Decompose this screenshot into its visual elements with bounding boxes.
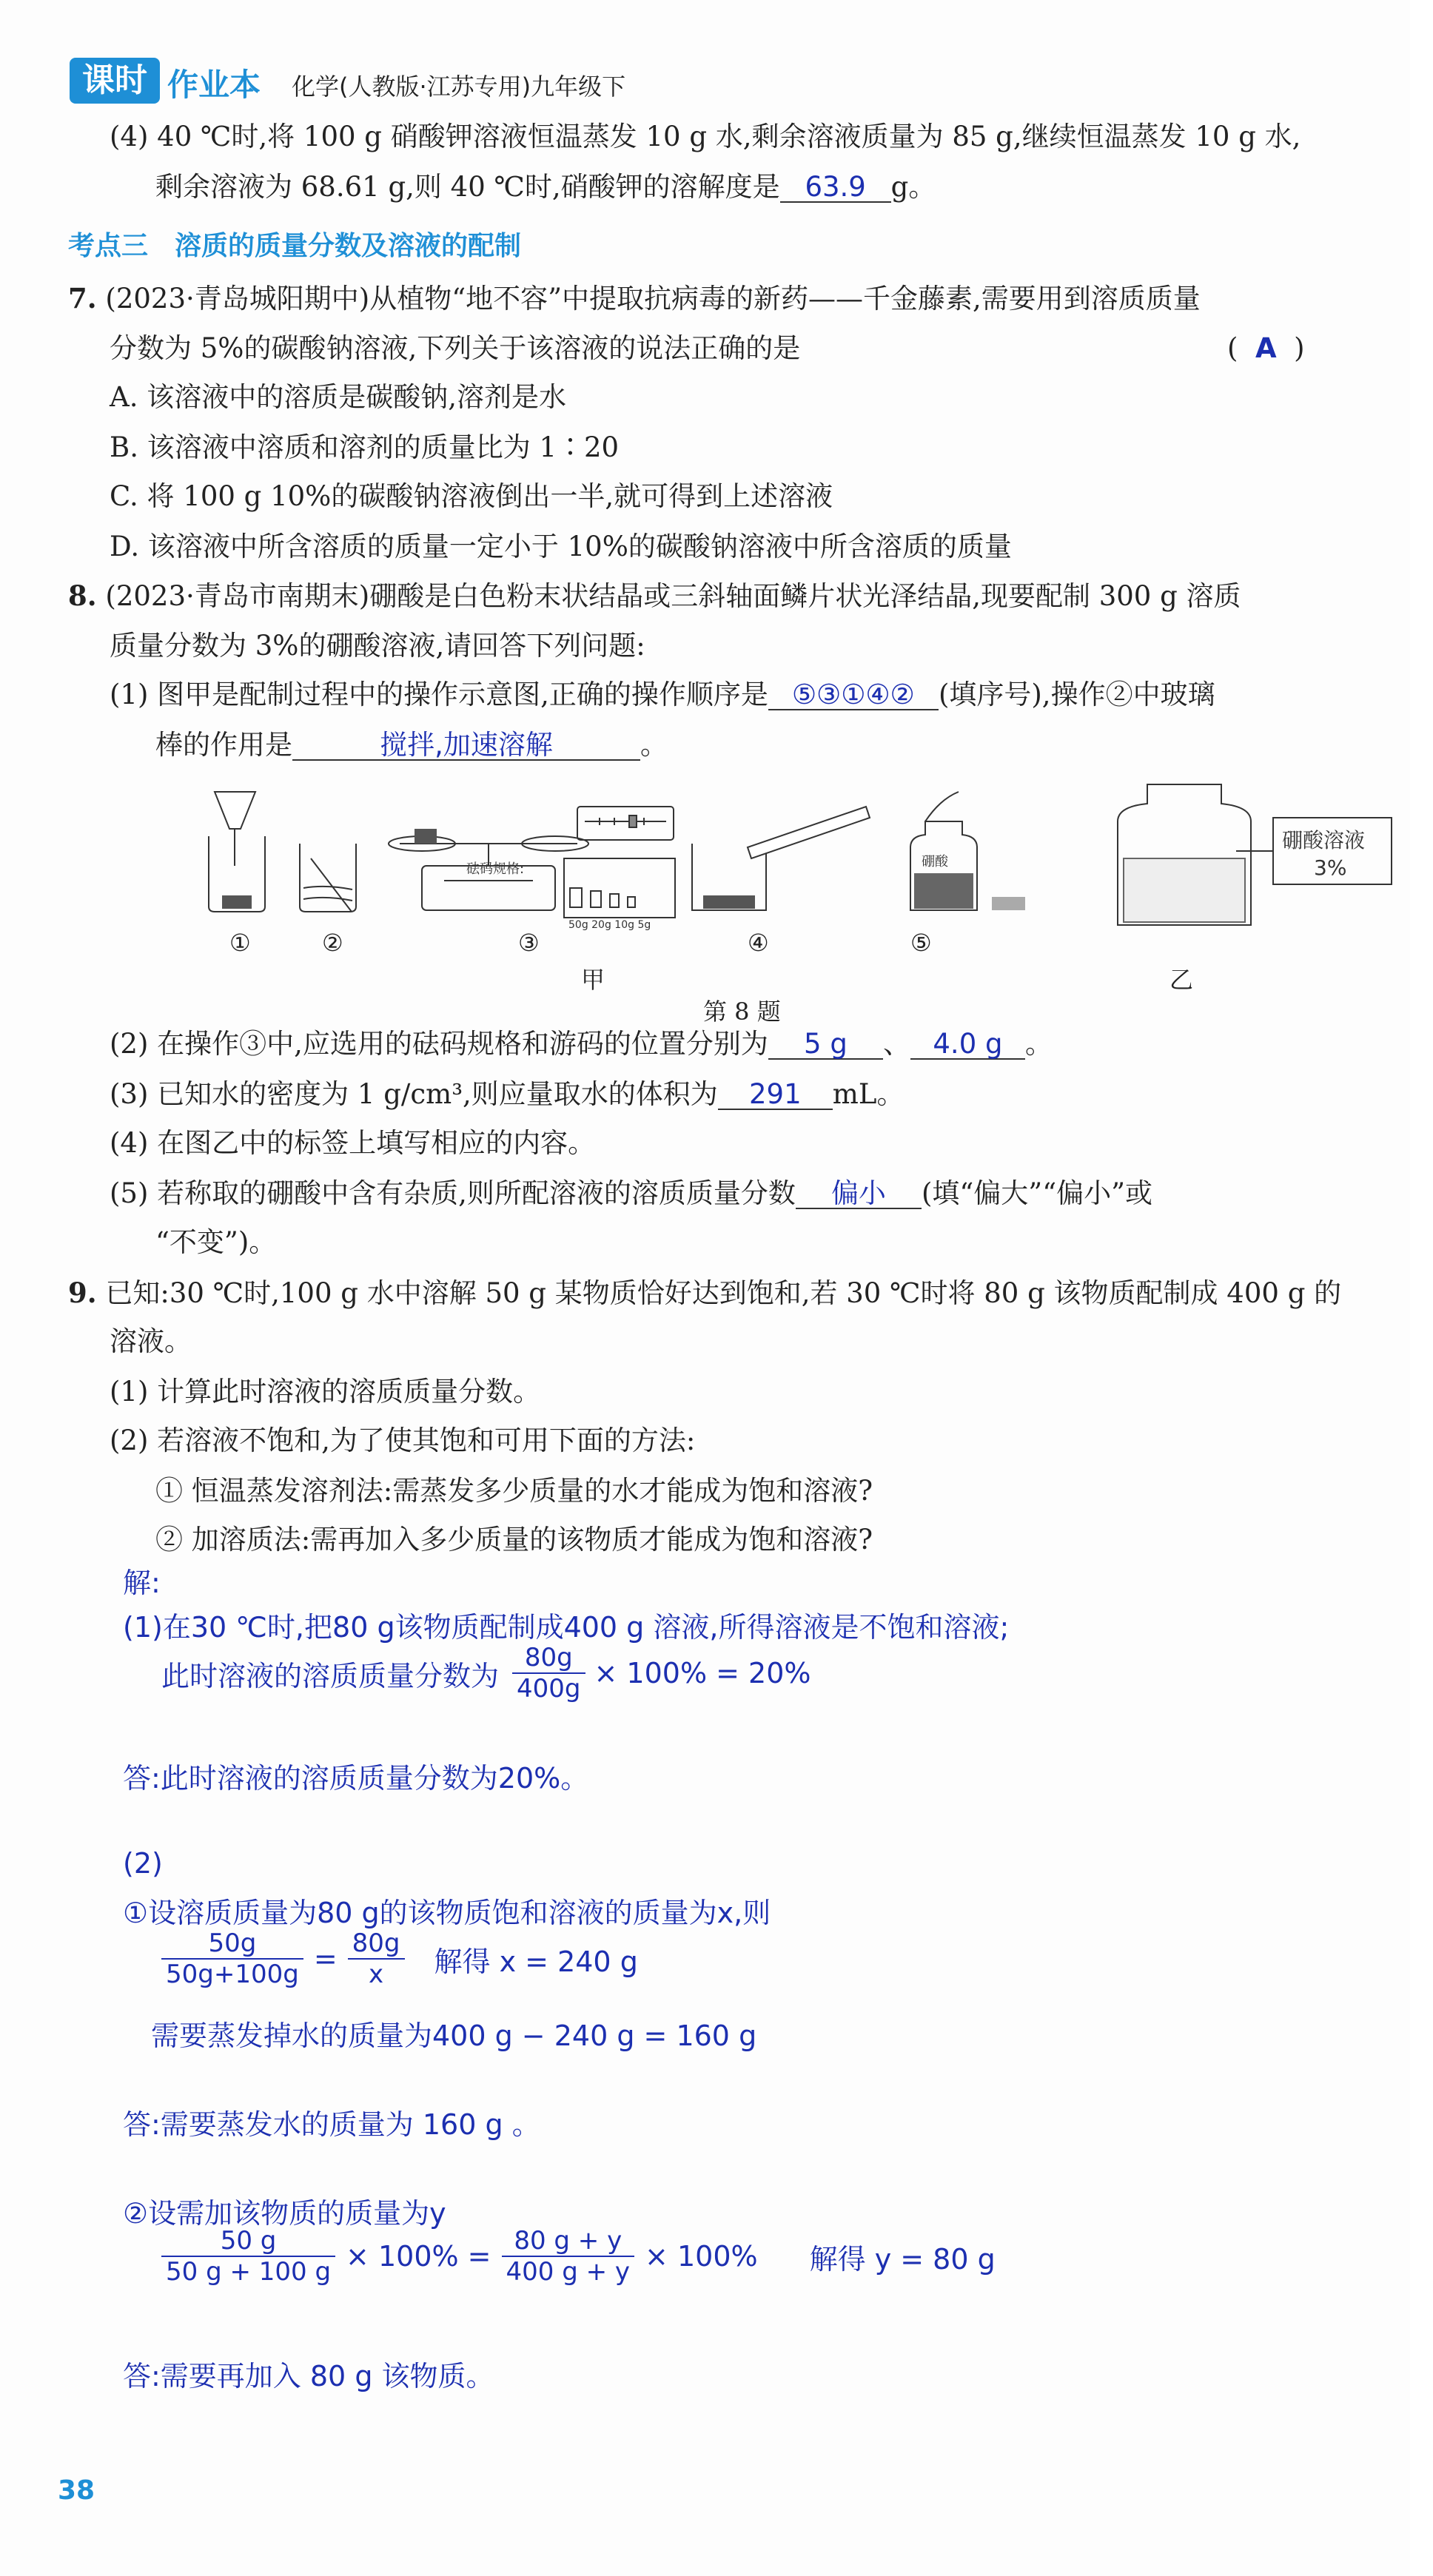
solution-part1: (1)在30 ℃时,把80 g该物质配制成400 g 溶液,所得溶液是不饱和溶液; <box>123 1611 1010 1644</box>
q8-p2-answer-weight: 5 g <box>804 1028 848 1060</box>
solution-part2-setup: ①设溶质质量为80 g的该物质饱和溶液的质量为x,则 <box>123 1897 771 1929</box>
fraction-80-400: $\frac{80g}{400g}$ <box>512 1643 585 1704</box>
q8-figure <box>200 777 1366 999</box>
solution-start: 解: <box>123 1567 161 1599</box>
fig-label-4: ④ <box>748 929 769 957</box>
fig-label-1: ① <box>229 929 251 957</box>
q8-p2-blank2 <box>910 1026 1025 1060</box>
solution-part3-setup: ②设需加该物质的质量为y <box>123 2197 446 2230</box>
solution-part2-label: (2) <box>123 1847 163 1880</box>
q9-number: 9. <box>68 1277 97 1309</box>
q8-p1-answer-order: ⑤③①④② <box>792 679 915 710</box>
page-number: 38 <box>58 2475 95 2506</box>
fraction-50-150b: $\frac{50 g}{50 g + 100 g}$ <box>161 2226 335 2287</box>
q8-p2-answer-rider: 4.0 g <box>933 1028 1003 1060</box>
fig-label-yi: 乙 <box>1169 966 1194 994</box>
q8-line2: 质量分数为 3%的硼酸溶液,请回答下列问题: <box>110 630 645 662</box>
weight-spec-title: 砝码规格: <box>466 861 525 877</box>
bottle-label: 硼酸 <box>922 854 948 870</box>
fig-label-3: ③ <box>518 929 540 957</box>
weight-spec-values: 50g 20g 10g 5g <box>568 919 651 931</box>
q6-part4-unit: g。 <box>890 171 936 203</box>
q6-answer-blank <box>780 169 891 203</box>
q8-p5-blank <box>796 1175 922 1209</box>
q7-answer-bracket: ( A ) <box>1227 332 1305 364</box>
fraction-80-x: $\frac{80g}{x}$ <box>348 1928 405 1989</box>
fraction-80y-400y: $\frac{80 g + y}{400 g + y}$ <box>502 2226 635 2287</box>
measuring-cylinder <box>748 807 870 858</box>
q8-p1-blank1 <box>768 676 939 710</box>
q8-number: 8. <box>68 579 97 612</box>
q6-answer: 63.9 <box>805 171 866 203</box>
q9-method1: ① 恒温蒸发溶剂法:需蒸发多少质量的水才能成为饱和溶液? <box>155 1475 873 1507</box>
q8-p3-blank <box>718 1076 833 1110</box>
solution-answer2: 答:需要蒸发水的质量为 160 g 。 <box>123 2108 540 2141</box>
q8-part1-line1: (1) 图甲是配制过程中的操作示意图,正确的操作顺序是 ⑤③①④② (填序号),操作②中玻璃 <box>110 676 1215 713</box>
q9-line2: 溶液。 <box>110 1325 192 1357</box>
q9-method2: ② 加溶质法:需再加入多少质量的该物质才能成为饱和溶液? <box>155 1524 873 1556</box>
q6-part4-text: 剩余溶液为 68.61 g,则 40 ℃时,硝酸钾的溶解度是 <box>155 171 780 203</box>
fig-label-jia: 甲 <box>581 966 605 994</box>
q9-stem-1: 已知:30 ℃时,100 g 水中溶解 50 g 某物质恰好达到饱和,若 30 ℃时将 80 g 该物质配制成 400 g 的 <box>105 1277 1342 1309</box>
q7-number: 7. <box>68 282 97 315</box>
q8-stem-1: (2023·青岛市南期末)硼酸是白色粉末状结晶或三斜轴面鳞片状光泽结晶,现要配制 300 g 溶质 <box>105 580 1241 612</box>
q8-p5-answer: 偏小 <box>830 1177 886 1209</box>
solution-part2-equation: $\frac{50g}{50g+100g}$ = $\frac{80g}{x}$ 解得 x = 240 g <box>161 1928 638 1989</box>
yi-label-line2: 3% <box>1314 855 1347 880</box>
beaker-2 <box>300 844 356 912</box>
q6-part4-line1: (4) 40 ℃时,将 100 g 硝酸钾溶液恒温蒸发 10 g 水,剩余溶液质量为 85 g,继续恒温蒸发 10 g 水, <box>110 121 1301 152</box>
section-title: 考点三 溶质的质量分数及溶液的配制 <box>68 231 522 261</box>
q7-option-b: B. 该溶液中溶质和溶剂的质量比为 1∶20 <box>110 431 620 463</box>
brand-logo: 课时 <box>70 58 160 104</box>
q7-line2: 分数为 5%的碳酸钠溶液,下列关于该溶液的说法正确的是 <box>110 332 801 364</box>
fig-label-5: ⑤ <box>910 929 932 957</box>
fraction-50-150: $\frac{50g}{50g+100g}$ <box>161 1928 303 1989</box>
solution-part1-formula: 此时溶液的溶质质量分数为 $\frac{80g}{400g}$ × 100% = 20% <box>161 1643 811 1704</box>
q9-line1 <box>68 1274 1341 1312</box>
q8-part1-line2: 棒的作用是 搅拌,加速溶解 。 <box>155 727 668 764</box>
q7-stem-1: (2023·青岛城阳期中)从植物“地不容”中提取抗病毒的新药——千金藤素,需要用到溶质质量 <box>105 283 1201 315</box>
q8-part5-line2: “不变”)。 <box>155 1226 277 1258</box>
q7-option-a: A. 该溶液中的溶质是碳酸钠,溶剂是水 <box>110 381 567 413</box>
q7-line1 <box>68 280 1201 317</box>
q8-part5: (5) 若称取的硼酸中含有杂质,则所配溶液的溶质质量分数 偏小 (填“偏大”“偏小”或 <box>110 1175 1152 1212</box>
q8-part4: (4) 在图乙中的标签上填写相应的内容。 <box>110 1127 596 1159</box>
fig-label-2: ② <box>322 929 343 957</box>
paper-funnel <box>215 792 255 829</box>
book-title: 作业本 <box>167 67 261 103</box>
q6-part4-line2 <box>155 169 936 206</box>
q8-p1-answer-role: 搅拌,加速溶解 <box>380 729 553 761</box>
q7-option-c: C. 将 100 g 10%的碳酸钠溶液倒出一半,就可得到上述溶液 <box>110 480 833 512</box>
yi-label-line1: 硼酸溶液 <box>1282 828 1366 852</box>
q9-part2: (2) 若溶液不饱和,为了使其饱和可用下面的方法: <box>110 1425 696 1456</box>
figure-caption: 第 8 题 <box>703 998 781 1026</box>
solution-answer1: 答:此时溶液的溶质质量分数为20%。 <box>123 1762 589 1795</box>
q8-p2-blank1 <box>768 1026 883 1060</box>
q8-part2: (2) 在操作③中,应选用的砝码规格和游码的位置分别为 5 g 、 4.0 g 。 <box>110 1026 1053 1063</box>
q9-part1: (1) 计算此时溶液的溶质质量分数。 <box>110 1376 541 1408</box>
book-subtitle: 化学(人教版·江苏专用)九年级下 <box>292 73 626 101</box>
q7-answer: A <box>1255 332 1277 364</box>
q8-part3: (3) 已知水的密度为 1 g/cm³,则应量取水的体积为 291 mL。 <box>110 1076 904 1113</box>
q7-option-d: D. 该溶液中所含溶质的质量一定小于 10%的碳酸钠溶液中所含溶质的质量 <box>110 531 1012 562</box>
q8-p3-answer: 291 <box>748 1078 802 1110</box>
solution-part3-equation: $\frac{50 g}{50 g + 100 g}$ × 100% = $\frac{80 g + y}{400 g + y}$ × 100% 解得 y = 80 g <box>161 2226 996 2287</box>
solution-answer3: 答:需要再加入 80 g 该物质。 <box>123 2360 494 2392</box>
q8-p1-blank2 <box>292 727 640 761</box>
q8-line1 <box>68 577 1241 615</box>
solution-part2-water: 需要蒸发掉水的质量为400 g − 240 g = 160 g <box>151 2020 757 2052</box>
